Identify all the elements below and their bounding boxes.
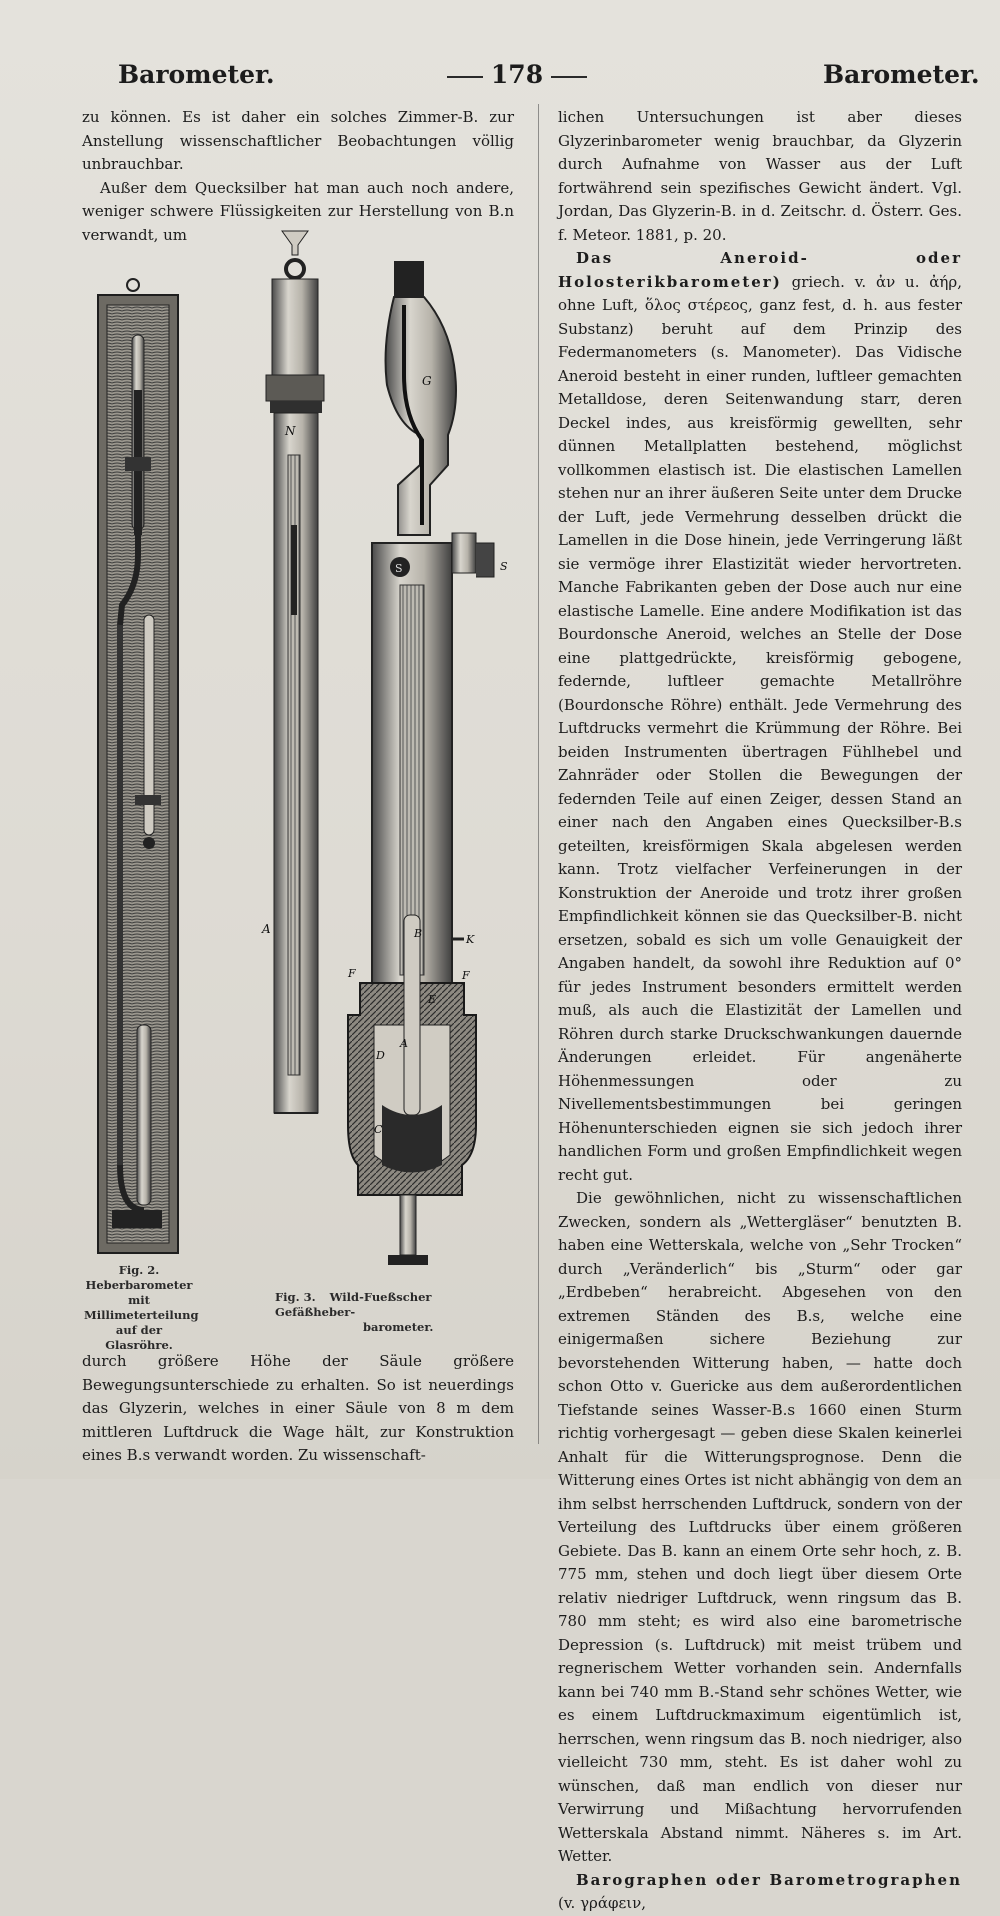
fig-label-F-right: F xyxy=(462,969,470,982)
column-divider xyxy=(538,104,539,1444)
right-column xyxy=(558,106,962,1916)
running-head-right: Barometer. xyxy=(823,60,980,89)
fig3-caption-line1: Wild-Fueßscher Gefäßheber- xyxy=(275,1290,432,1319)
fig-label-S: S xyxy=(395,562,403,575)
right-paragraph-1: lichen Untersuchungen ist aber dieses Glyzerinbarometer wenig brauchbar, da Glyzerin durch Aufnahme von Wasser aus der Luft fortwährend sein spezifisches Gewicht ändert. Vgl. Jordan, Das Glyzerin-B. in d. Zeitschr. d. Österr. Ges. f. Meteor. 1881, p. 20. xyxy=(558,108,962,244)
fig-label-A2: A xyxy=(400,1037,408,1050)
left-column-bottom xyxy=(82,1350,514,1468)
fig-label-K: K xyxy=(466,933,475,946)
fig-label-N: N xyxy=(285,424,296,438)
fig-label-D: D xyxy=(376,1049,385,1062)
page-number xyxy=(432,60,602,89)
right-paragraph-4 xyxy=(558,1869,962,1916)
fig-label-F-left: F xyxy=(348,967,356,980)
barographen-body: (v. γράφειν, xyxy=(558,1894,647,1912)
right-paragraph-3: Die gewöhnlichen, nicht zu wissenschaftlichen Zwecken, sondern als „Wettergläser“ benutzten B. haben eine Wetterskala, welche von „Sehr Trocken“ durch „Veränderlich“ bis „Sturm“ oder gar „Erdbeben“ herabreicht. Abgesehen von den extremen Ständen des B.s, welche eine einigermaßen sichere Beziehung zur bevorstehenden Witterung haben, — hatte doch schon Otto v. Guericke aus dem außerordentlichen Tiefstande seines Wasser-B.s 1660 einen Sturm richtig vorhergesagt — geben diese Skalen keinerlei Anhalt für die Witterungsprognose. Denn die Witterung eines Ortes ist nicht abhängig von dem an ihm selbst herrschenden Luftdruck, sondern von der Verteilung des Luftdrucks über einem größeren Gebiete. Das B. kann an einem Orte sehr hoch, z. B. 775 mm, stehen und doch liegt über diesem Orte relativ niedriger Luftdruck, wenn ringsum das B. 780 mm steht; es wird also eine barometrische Depression (s. Luftdruck) mit meist trübem und regnerischem Wetter vorhanden sein. Andernfalls kann bei 740 mm B.-Stand sehr schönes Wetter, wie es einem Luftdruckmaximum eigentümlich ist, herrschen, wenn ringsum das B. noch niedriger, also vielleicht 730 mm, steht. Es ist daher wohl zu wünschen, daß man endlich von dieser nur Verwirrung und Mißachtung hervorrufenden Wetterskala Abstand nimmt. Näheres s. im Art. Wetter. xyxy=(558,1189,962,1865)
aneroid-body: griech. v. ἀν u. ἀήρ, ohne Luft, ὅλος στέρεος, ganz fest, d. h. aus fester Substanz) beruht auf dem Prinzip des Federmanometers (s. Manometer). Das Vidische Aneroid besteht in einer runden, luftleer gemachten Metalldose, deren Seitenwandung starr, deren Deckel indes, aus kreisförmig gewellten, sehr dünnen Metallplatten bestehend, möglichst vollkommen elastisch ist. Die elastischen Lamellen stehen nur an ihrer äußeren Seite unter dem Drucke der Luft, jede Vermehrung desselben drückt die Lamellen in die Dose hinein, jede Verringerung läßt sie vermöge ihrer Elastizität wieder hervortreten. Manche Fabrikanten geben der Dose auch nur eine elastische Lamelle. Eine andere Modifikation ist das Bourdonsche Aneroid, welches an Stelle der Dose eine plattgedrückte, kreisförmig gebogene, federnde, luftleer gemachte Metallröhre (Bourdonsche Röhre) enthält. Jede Vermehrung des Luftdrucks vermehrt die Krümmung der Röhre. Bei beiden Instrumenten übertragen Fühlhebel und Zahnräder oder Stollen die Bewegungen der federnden Teile auf einen Zeiger, dessen Stand an einer nach den Angaben eines Quecksilber-B.s geteilten, kreisförmigen Skala abgelesen werden kann. Trotz vielfacher Verfeinerungen in der Konstruktion der Aneroide und trotz ihrer großen Empfindlichkeit können sie das Quecksilber-B. nicht ersetzen, sobald es sich um volle Genauigkeit der Angaben handelt, da sowohl ihre Reduktion auf 0° für jedes Instrument besonders ermittelt werden muß, als auch die Elastizität der Lamellen und Röhren durch starke Druckschwankungen dauernde Änderungen erleidet. Für angenäherte Höhenmessungen oder zu Nivellementsbestimmungen bei geringen Höhenunterschieden eignen sie sich jedoch ihrer handlichen Form und großen Empfindlichkeit wegen recht gut. xyxy=(558,272,962,1184)
header-rule-left xyxy=(447,76,483,78)
left-paragraph-3: durch größere Höhe der Säule größere Bewegungsunterschiede zu erhalten. So ist neuerdings das Glyzerin, welches in einer Säule von 8 m dem mittleren Luftdruck die Wage hält, zur Konstruktion eines B.s verwandt worden. Zu wissenschaft- xyxy=(82,1352,514,1464)
running-head-left: Barometer. xyxy=(118,60,275,89)
fig3-label: Fig. 3. xyxy=(275,1290,316,1304)
fig3-column-left xyxy=(261,231,324,1113)
fig2-caption: Fig. 2. Heberbarometer mit Millimeterteilung auf der Glasröhre. xyxy=(84,1263,199,1352)
left-paragraph-1: zu können. Es ist daher ein solches Zimmer-B. zur Anstellung wissenschaftlicher Beobachtungen völlig unbrauchbar. xyxy=(82,108,514,173)
right-paragraph-2 xyxy=(558,247,962,1187)
fig-label-A: A xyxy=(262,922,271,936)
fig-label-B: B xyxy=(414,927,423,940)
term-barographen: Barographen oder Barometrographen xyxy=(576,1870,962,1889)
fig3-caption-line2: barometer. xyxy=(363,1320,434,1334)
page-number-text: 178 xyxy=(490,60,544,89)
fig-label-G: G xyxy=(422,374,432,388)
fig-label-E: E xyxy=(428,993,437,1006)
fig-label-S2: S xyxy=(500,560,508,573)
fig3-caption xyxy=(275,1290,505,1335)
left-paragraph-2: Außer dem Quecksilber hat man auch noch andere, weniger schwere Flüssigkeiten zur Herstellung von B.n verwandt, um xyxy=(82,178,514,244)
fig2-siphon-barometer xyxy=(98,279,178,1253)
barometer-illustrations xyxy=(82,225,522,1345)
header-rule-right xyxy=(551,76,587,78)
fig-label-C: C xyxy=(374,1123,383,1136)
term-aneroid: Das Aneroid- oder Holosterikbarometer) xyxy=(558,249,962,291)
fig3-cistern-section xyxy=(347,261,508,1265)
